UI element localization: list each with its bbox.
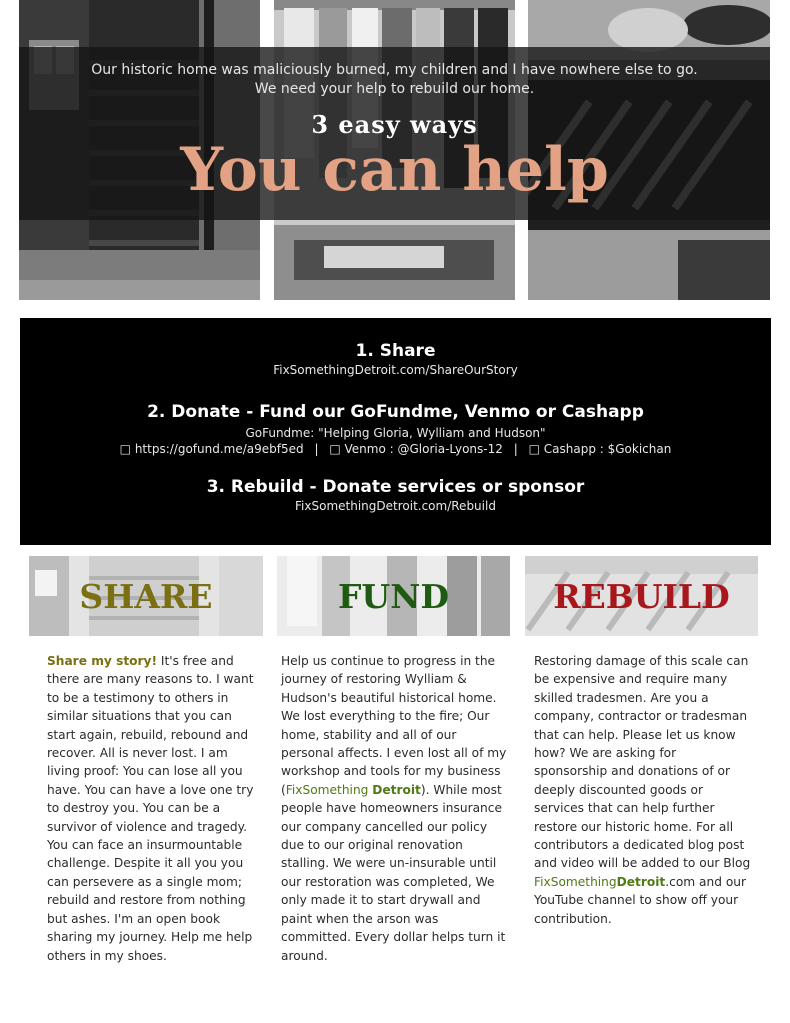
rebuild-body-end: .com and our YouTube channel to show off your contribution. xyxy=(534,874,747,926)
link-icon: □ xyxy=(119,442,131,456)
rebuild-banner-label: REBUILD xyxy=(553,576,730,616)
share-link[interactable]: FixSomethingDetroit.com/ShareOurStory xyxy=(273,363,518,377)
share-lead: Share my story! xyxy=(47,654,158,668)
venmo-icon: □ xyxy=(329,442,341,456)
rebuild-brand-detroit[interactable]: Detroit xyxy=(616,874,666,889)
rebuild-body-start: Restoring damage of this scale can be expensive and require many skilled tradesmen. Are you a company, contractor or tradesman that can help. Please let us know how? We are asking for sponsorship and donations of or deeply discounted goods or services that can help further restore our historic home. For all contributors a dedicated blog post and video will be added to our Blog xyxy=(534,654,751,871)
share-column xyxy=(47,652,259,965)
payment-row xyxy=(20,441,771,457)
ways-to-help-box xyxy=(20,318,771,545)
fund-body-end: ). While most people have homeowners insurance our company cancelled our policy due to our original renovation stalling. We were un-insurable until our restoration was completed, We only made it to start drywall and paint when the arson was committed. Every dollar helps turn it around. xyxy=(281,782,506,963)
share-banner-label: SHARE xyxy=(79,576,213,616)
gofundme-campaign-name: GoFundme: "Helping Gloria, Wylliam and Hudson" xyxy=(245,426,546,440)
step-rebuild-title: 3. Rebuild - Donate services or sponsor xyxy=(206,477,585,497)
venmo-handle[interactable]: Venmo : @Gloria-Lyons-12 xyxy=(344,442,503,456)
hero-section xyxy=(0,0,790,302)
gofundme-link[interactable]: https://gofund.me/a9ebf5ed xyxy=(134,442,304,456)
rebuild-link[interactable]: FixSomethingDetroit.com/Rebuild xyxy=(295,499,496,513)
step-share-title: 1. Share xyxy=(355,341,436,361)
hero-message-line-1: Our historic home was maliciously burned, my children and I have nowhere else to go. xyxy=(91,62,698,78)
rebuild-brand-fixsomething[interactable]: FixSomething xyxy=(534,874,617,889)
hero-message-line-2: We need your help to rebuild our home. xyxy=(254,81,535,97)
hero-title: You can help xyxy=(180,135,609,205)
step-share xyxy=(20,340,771,378)
fund-column xyxy=(281,652,507,965)
step-donate-title: 2. Donate - Fund our GoFundme, Venmo or Cashapp xyxy=(147,402,644,422)
fund-body-start: Help us continue to progress in the journey of restoring Wylliam & Hudson's beautiful historical home. We lost everything to the fire; Our home, stability and all of our personal affects. I even lost all of my workshop and tools for my business ( xyxy=(281,654,507,797)
hero-message xyxy=(19,61,770,99)
fund-brand-detroit[interactable]: Detroit xyxy=(372,782,421,797)
hero-subtitle: 3 easy ways xyxy=(311,110,478,139)
cashapp-handle[interactable]: Cashapp : $Gokichan xyxy=(543,442,672,456)
fund-brand-fixsomething[interactable]: FixSomething xyxy=(285,782,373,797)
fund-banner xyxy=(277,556,510,636)
fund-banner-label: FUND xyxy=(338,576,449,616)
rebuild-column xyxy=(534,652,752,928)
separator: | xyxy=(513,442,518,456)
cashapp-icon: □ xyxy=(528,442,540,456)
step-donate xyxy=(20,401,771,457)
share-body: It's free and there are many reasons to. I want to be a testimony to others in similar situations that you can start again, rebuild, rebound and recover. All is never lost. I am living proof: You can lose all you have. You can have a love one try to destroy you. You can be a survivor of violence and tragedy. You can face an insurmountable challenge. Despite it all you you can persevere as a single mom; rebuild and restore from nothing but ashes. I'm an open book sharing my journey. Help me help others in my shoes. xyxy=(47,654,254,963)
share-banner xyxy=(29,556,263,636)
step-rebuild xyxy=(20,476,771,514)
rebuild-banner xyxy=(525,556,758,636)
separator: | xyxy=(314,442,319,456)
